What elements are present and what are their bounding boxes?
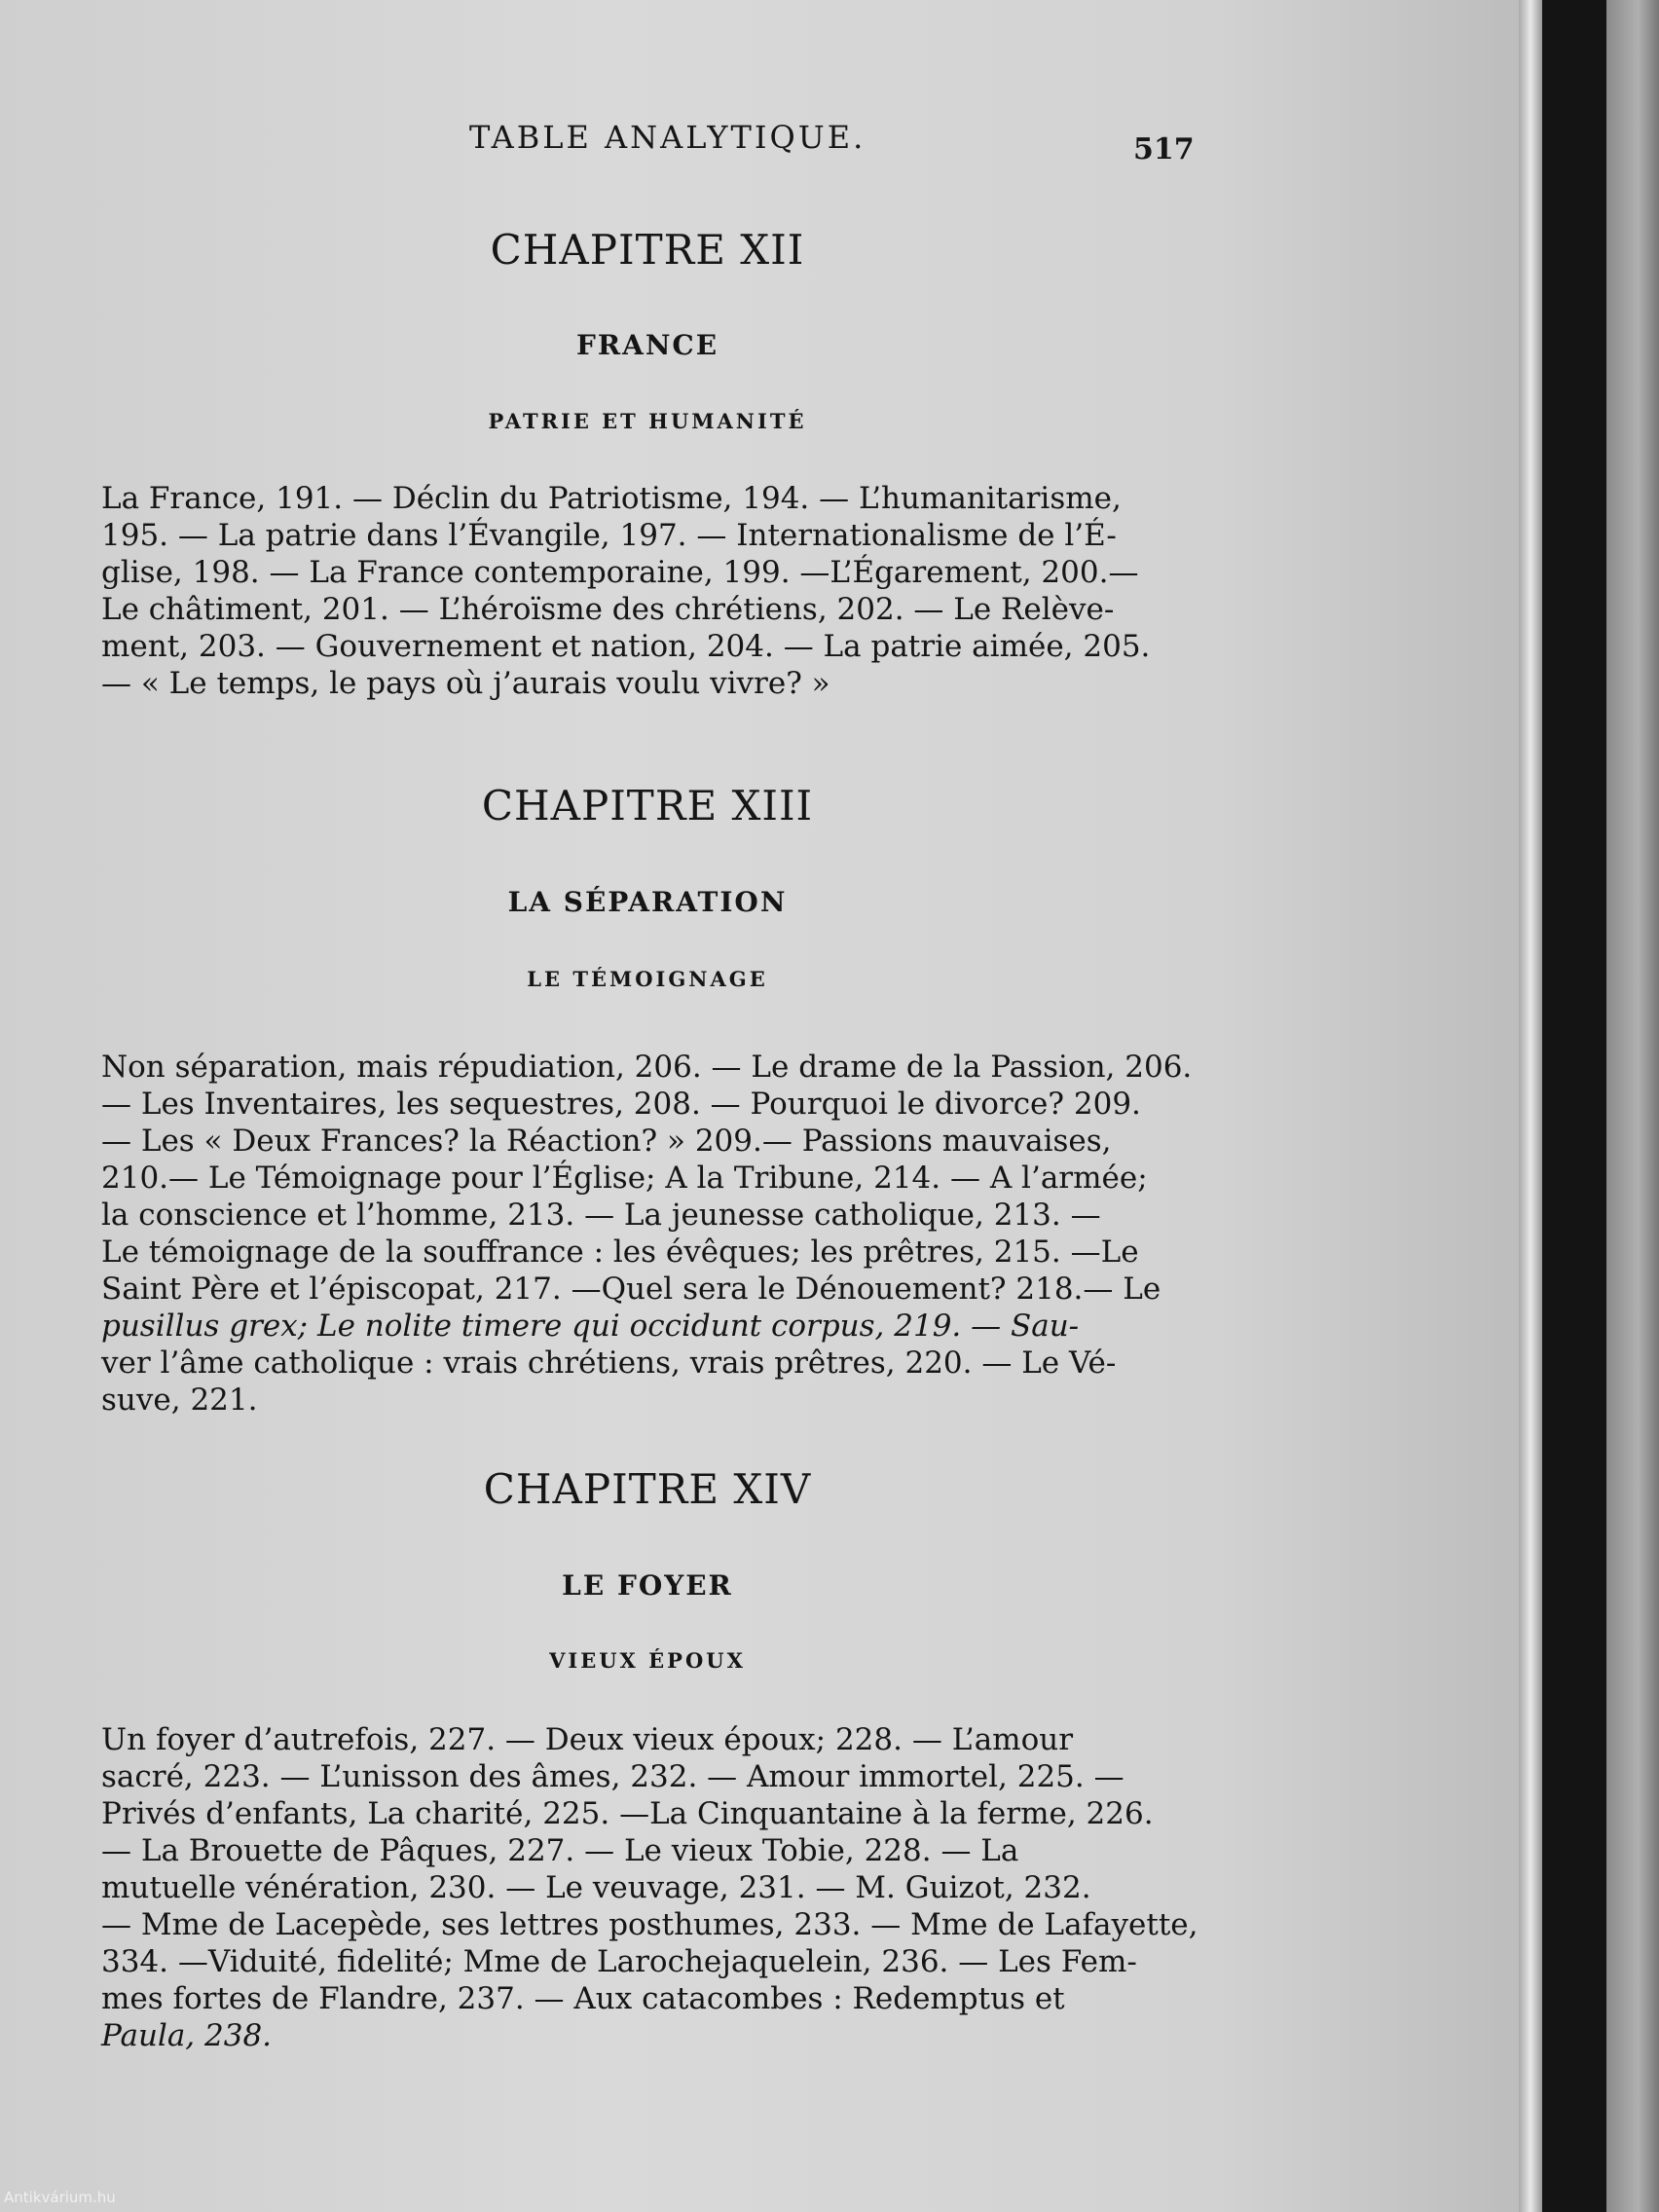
summary-line: — Les Inventaires, les sequestres, 208. — Pourquoi le divorce? 209. (101, 1087, 1141, 1122)
chapter-summary (101, 1721, 1213, 2054)
summary-line: ver l’âme catholique : vrais chrétiens, vrais prêtres, 220. — Le Vé- (101, 1346, 1117, 1381)
summary-line: Saint Père et l’épiscopat, 217. —Quel sera le Dénouement? 218.— Le (101, 1272, 1161, 1307)
summary-line: glise, 198. — La France contemporaine, 199. —L’Égarement, 200.— (101, 555, 1139, 590)
chapter-subtitle: PATRIE ET HUMANITÉ (488, 409, 807, 433)
summary-line: suve, 221. (101, 1382, 258, 1418)
chapter-summary (101, 480, 1213, 702)
summary-line: 195. — La patrie dans l’Évangile, 197. — Internationalisme de l’É- (101, 518, 1117, 553)
book-cover (1606, 0, 1659, 2212)
chapter-title: LA SÉPARATION (507, 886, 788, 918)
chapter-title: LE FOYER (562, 1569, 733, 1602)
summary-line: la conscience et l’homme, 213. — La jeunesse catholique, 213. — (101, 1198, 1101, 1233)
summary-line: pusillus grex; Le nolite timere qui occidunt corpus, 219. — Sau- (101, 1309, 1080, 1344)
summary-line: — Mme de Lacepède, ses lettres posthumes, 233. — Mme de Lafayette, (101, 1907, 1198, 1942)
book-spine (1542, 0, 1606, 2212)
page-edge (1519, 0, 1542, 2212)
summary-line: mutuelle vénération, 230. — Le veuvage, 231. — M. Guizot, 232. (101, 1870, 1091, 1905)
summary-line: Le témoignage de la souffrance : les évêques; les prêtres, 215. —Le (101, 1235, 1139, 1270)
summary-line: Privés d’enfants, La charité, 225. —La Cinquantaine à la ferme, 226. (101, 1796, 1154, 1831)
chapter-subtitle: LE TÉMOIGNAGE (527, 967, 768, 991)
chapter-heading: CHAPITRE XII (490, 226, 805, 274)
summary-line: Non séparation, mais répudiation, 206. — Le drame de la Passion, 206. (101, 1050, 1193, 1085)
watermark: Antikvárium.hu (4, 2189, 116, 2206)
summary-line: — La Brouette de Pâques, 227. — Le vieux Tobie, 228. — La (101, 1833, 1019, 1868)
summary-line: Un foyer d’autrefois, 227. — Deux vieux époux; 228. — L’amour (101, 1722, 1074, 1757)
summary-line: — Les « Deux Frances? la Réaction? » 209.— Passions mauvaises, (101, 1124, 1112, 1159)
chapter-title: FRANCE (575, 329, 719, 361)
chapter-heading: CHAPITRE XIV (483, 1465, 812, 1513)
summary-line: ment, 203. — Gouvernement et nation, 204. — La patrie aimée, 205. (101, 629, 1151, 664)
summary-line: — « Le temps, le pays où j’aurais voulu vivre? » (101, 666, 830, 701)
summary-line: 210.— Le Témoignage pour l’Église; A la Tribune, 214. — A l’armée; (101, 1161, 1148, 1196)
chapter-summary (101, 1049, 1213, 1419)
summary-line: Le châtiment, 201. — L’héroïsme des chrétiens, 202. — Le Relève- (101, 592, 1115, 627)
page-number: 517 (1133, 132, 1195, 166)
summary-line: Paula, 238. (101, 2018, 273, 2053)
running-title: TABLE ANALYTIQUE. (469, 119, 866, 156)
summary-line: La France, 191. — Déclin du Patriotisme, 194. — L’humanitarisme, (101, 481, 1122, 516)
summary-line: sacré, 223. — L’unisson des âmes, 232. — Amour immortel, 225. — (101, 1759, 1124, 1794)
summary-line: mes fortes de Flandre, 237. — Aux catacombes : Redemptus et (101, 1981, 1065, 2016)
chapter-subtitle: VIEUX ÉPOUX (549, 1648, 746, 1673)
chapter-heading: CHAPITRE XIII (481, 782, 814, 830)
summary-line: 334. —Viduité, fidelité; Mme de Larochejaquelein, 236. — Les Fem- (101, 1944, 1137, 1979)
